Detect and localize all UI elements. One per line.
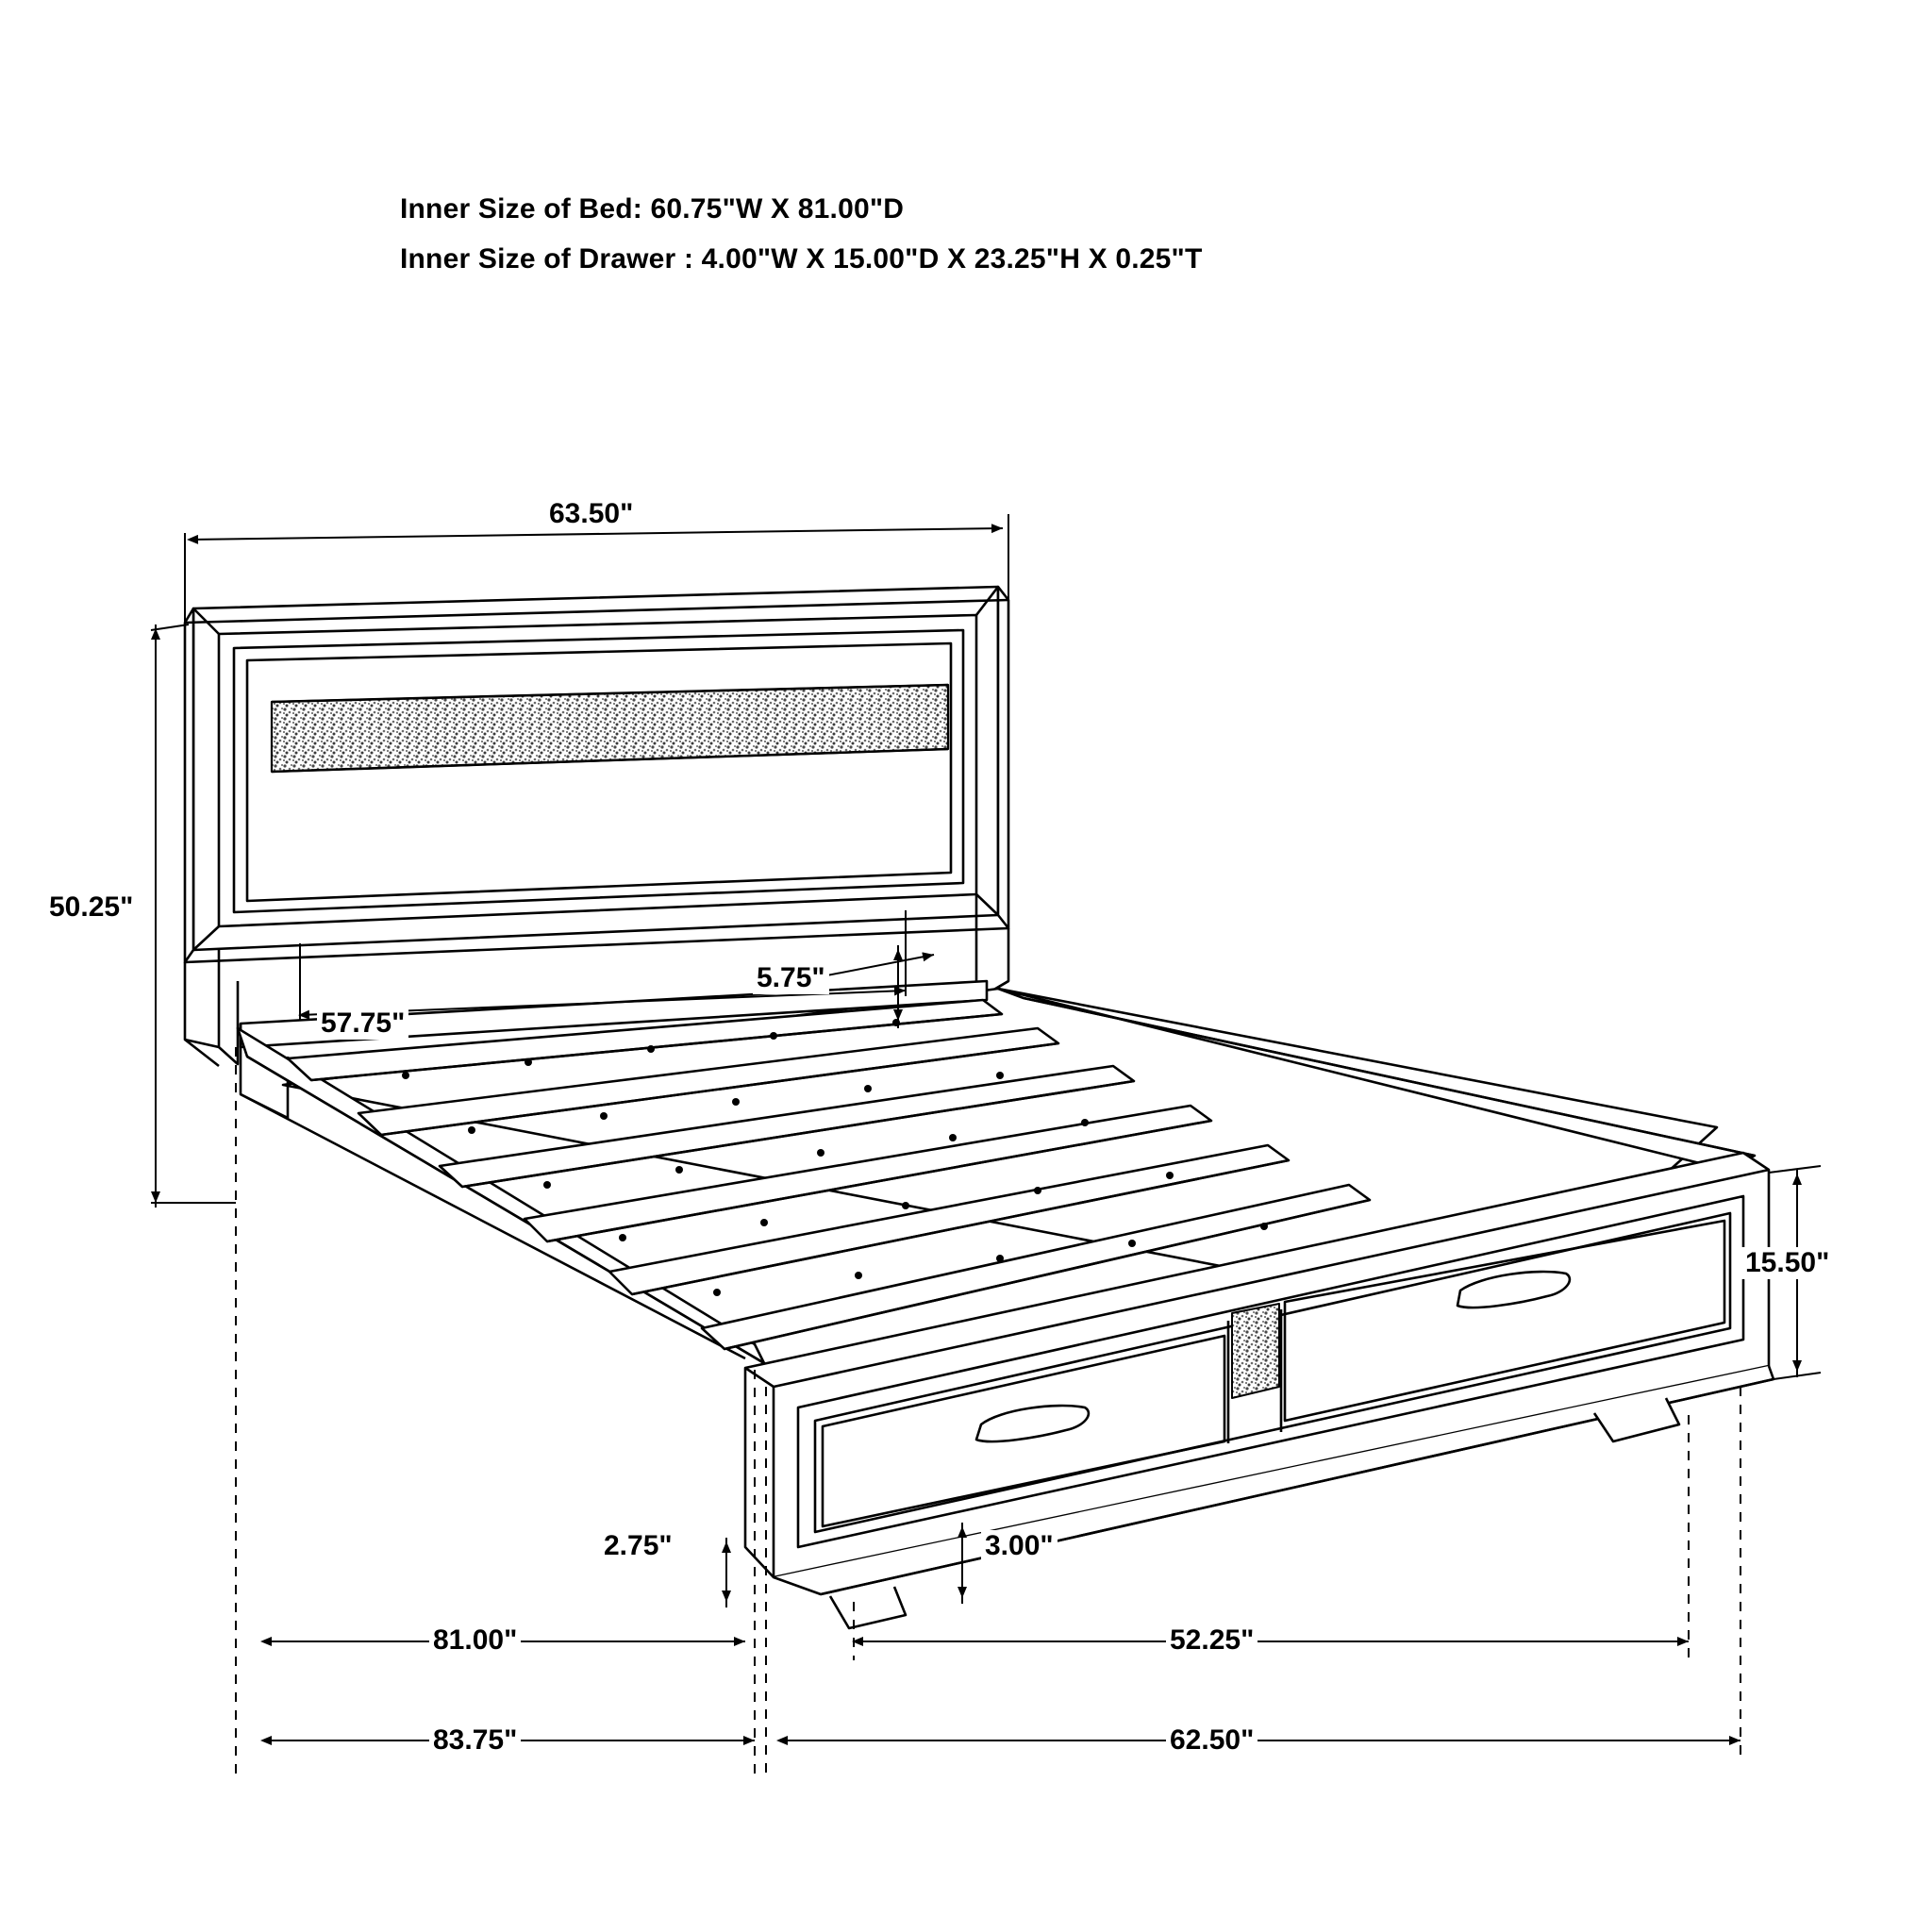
dim-label-83-75: 83.75" [429,1724,521,1757]
dim-label-81-00: 81.00" [429,1624,521,1657]
dim-label-2-75: 2.75" [600,1530,676,1562]
dim-label-5-75: 5.75" [753,962,829,994]
note-inner-size-bed: Inner Size of Bed: 60.75"W X 81.00"D [400,193,905,225]
dim-label-52-25: 52.25" [1166,1624,1257,1657]
dim-label-63-50: 63.50" [545,498,637,530]
dim-label-62-50: 62.50" [1166,1724,1257,1757]
dim-label-3-00: 3.00" [981,1530,1058,1562]
note-inner-size-drawer: Inner Size of Drawer : 4.00"W X 15.00"D X 23.25"H X 0.25"T [400,243,1203,275]
dim-label-15-50: 15.50" [1741,1247,1833,1279]
dim-label-50-25: 50.25" [45,891,137,924]
dim-label-57-75: 57.75" [317,1008,408,1040]
